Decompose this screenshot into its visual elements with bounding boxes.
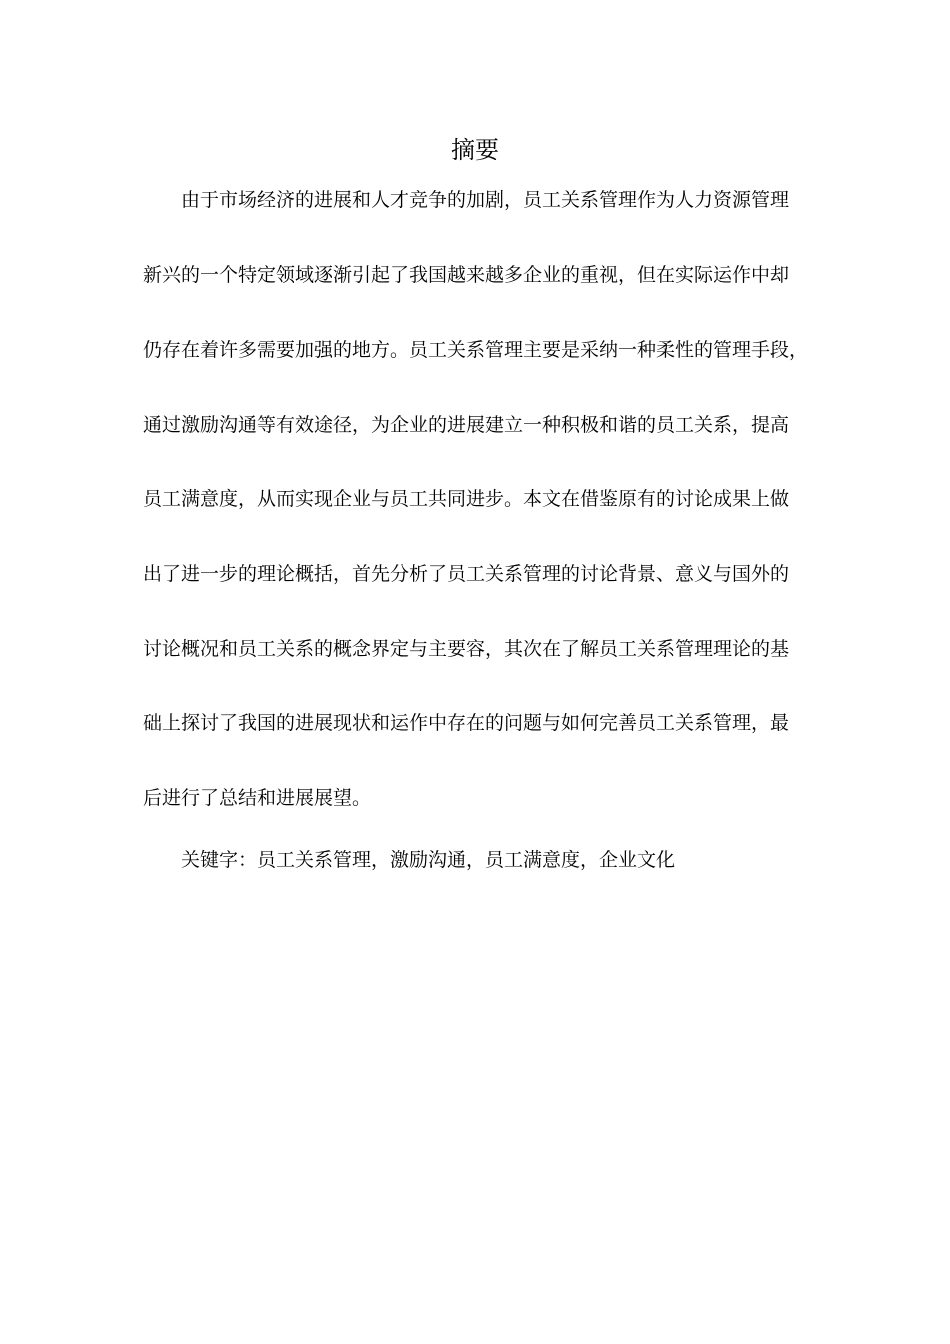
abstract-line-9: 后进行了总结和进展展望。	[143, 787, 372, 809]
abstract-line-2: 新兴的一个特定领域逐渐引起了我国越来越多企业的重视，但在实际运作中却	[143, 264, 790, 286]
abstract-line-1: 由于市场经济的进展和人才竞争的加剧，员工关系管理作为人力资源管理	[181, 189, 790, 211]
abstract-line-5: 员工满意度，从而实现企业与员工共同进步。本文在借鉴原有的讨论成果上做	[143, 488, 790, 510]
abstract-line-6: 出了进一步的理论概括，首先分析了员工关系管理的讨论背景、意义与国外的	[143, 563, 790, 585]
page-title: 摘要	[451, 136, 499, 164]
abstract-line-8: 础上探讨了我国的进展现状和运作中存在的问题与如何完善员工关系管理，最	[143, 712, 790, 734]
abstract-line-7: 讨论概况和员工关系的概念界定与主要容，其次在了解员工关系管理理论的基	[143, 638, 790, 660]
keywords-line: 关键字：员工关系管理，激励沟通，员工满意度，企业文化	[181, 849, 676, 871]
abstract-line-3: 仍存在着许多需要加强的地方。员工关系管理主要是采纳一种柔性的管理手段，	[143, 339, 809, 361]
abstract-line-4: 通过激励沟通等有效途径，为企业的进展建立一种积极和谐的员工关系，提高	[143, 414, 790, 436]
